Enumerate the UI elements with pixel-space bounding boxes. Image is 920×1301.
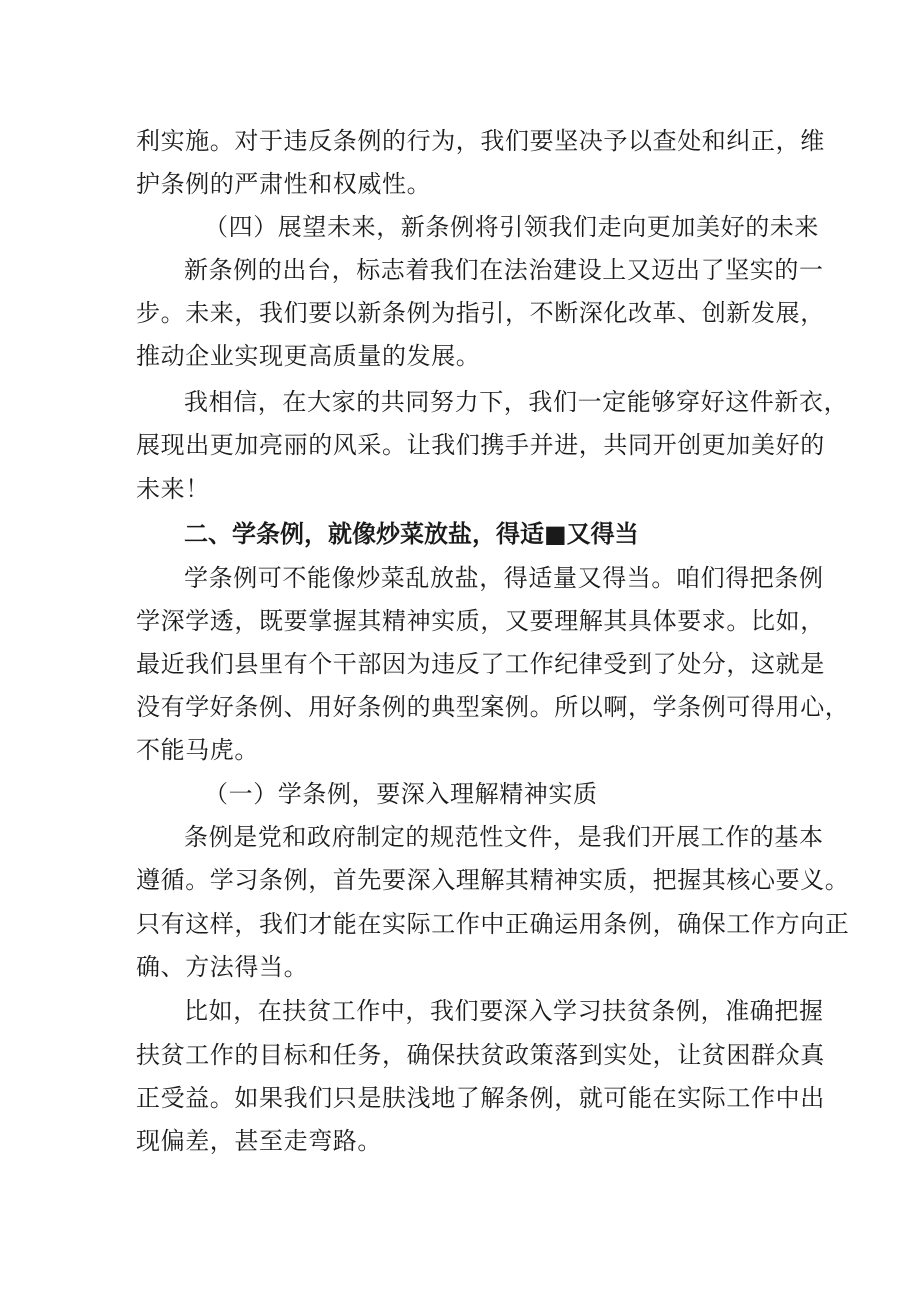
paragraph-line: 条例是党和政府制定的规范性文件，是我们开展工作的基本 xyxy=(184,823,824,851)
paragraph-line: 遵循。学习条例，首先要深入理解其精神实质，把握其核心要义。 xyxy=(136,866,850,894)
paragraph-line: 未来！ xyxy=(136,475,210,503)
paragraph-line: 扶贫工作的目标和任务，确保扶贫政策落到实处，让贫困群众真 xyxy=(136,1041,825,1069)
paragraph-line: 没有学好条例、用好条例的典型案例。所以啊，学条例可得用心， xyxy=(136,693,850,721)
paragraph-line: 推动企业实现更高质量的发展。 xyxy=(136,342,481,370)
paragraph-line: 比如，在扶贫工作中，我们要深入学习扶贫条例，准确把握 xyxy=(184,997,824,1025)
paragraph-line: 利实施。对于违反条例的行为，我们要坚决予以查处和纠正，维 xyxy=(136,127,825,155)
subsection-heading: （一）学条例，要深入理解精神实质 xyxy=(204,780,598,808)
paragraph-line: 护条例的严肃性和权威性。 xyxy=(136,170,432,198)
paragraph-line: 学条例可不能像炒菜乱放盐，得适量又得当。咱们得把条例 xyxy=(184,564,824,592)
paragraph-line: 展现出更加亮丽的风采。让我们携手并进，共同开创更加美好的 xyxy=(136,431,825,459)
paragraph-line: 现偏差，甚至走弯路。 xyxy=(136,1127,382,1155)
subsection-heading: （四）展望未来，新条例将引领我们走向更加美好的未来 xyxy=(204,213,819,241)
paragraph-line: 不能马虎。 xyxy=(136,736,259,764)
paragraph-line: 只有这样，我们才能在实际工作中正确运用条例，确保工作方向正 xyxy=(136,910,850,938)
paragraph-line: 最近我们县里有个干部因为违反了工作纪律受到了处分，这就是 xyxy=(136,650,825,678)
paragraph-line: 我相信，在大家的共同努力下，我们一定能够穿好这件新衣， xyxy=(184,388,849,416)
section-heading: 二、学条例，就像炒菜放盐，得适■又得当 xyxy=(184,520,639,548)
paragraph-line: 学深学透，既要掌握其精神实质，又要理解其具体要求。比如， xyxy=(136,607,825,635)
paragraph-line: 新条例的出台，标志着我们在法治建设上又迈出了坚实的一 xyxy=(184,256,824,284)
paragraph-line: 正受益。如果我们只是肤浅地了解条例，就可能在实际工作中出 xyxy=(136,1084,825,1112)
paragraph-line: 确、方法得当。 xyxy=(136,953,309,981)
paragraph-line: 步。未来，我们要以新条例为指引，不断深化改革、创新发展， xyxy=(136,299,825,327)
